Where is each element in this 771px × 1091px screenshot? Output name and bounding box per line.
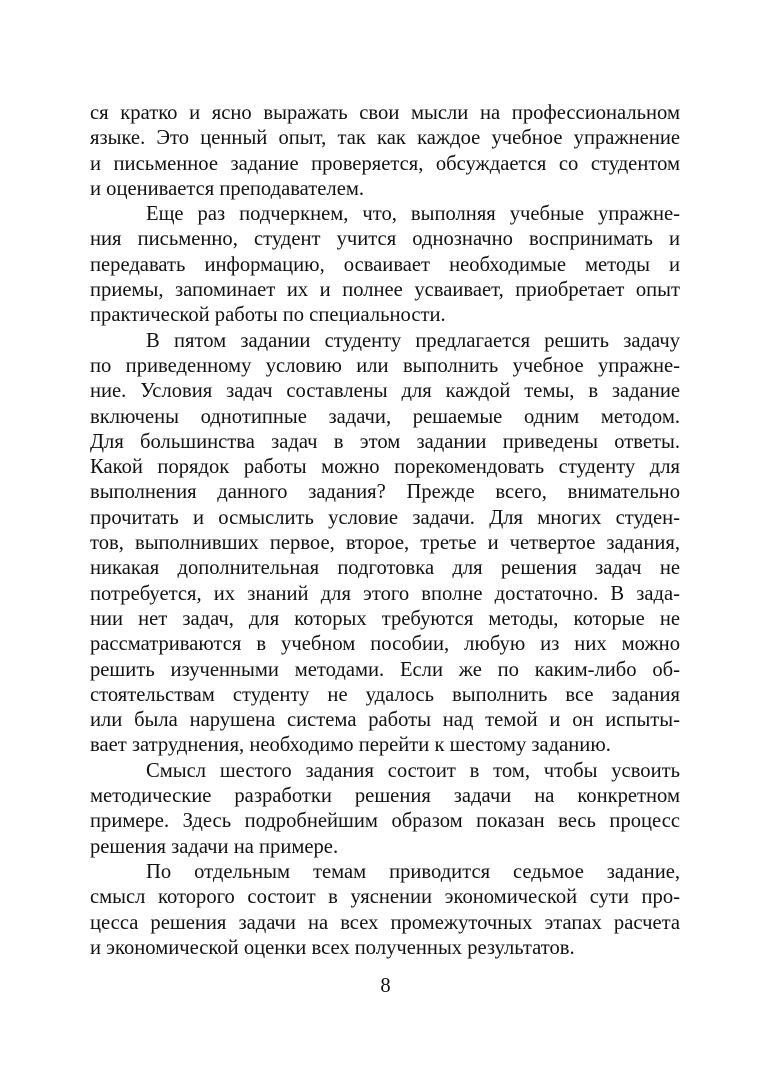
text-line: прочитать и осмыслить условие задачи. Для многих студен- (90, 506, 680, 529)
text-line: решения задачи на примере. (90, 835, 339, 858)
page-number: 8 (380, 975, 391, 997)
paragraph-first-line: Еще раз подчеркнем, что, выполняя учебные упражне- (146, 203, 680, 226)
text-line: стоятельствам студенту не удалось выполнить все задания (90, 683, 680, 706)
text-line: никакая дополнительная подготовка для решения задач не (90, 557, 680, 580)
text-line: примере. Здесь подробнейшим образом показан весь процесс (90, 810, 680, 833)
text-line: и письменное задание проверяется, обсуждается со студентом (90, 152, 680, 175)
text-line: по приведенному условию или выполнить учебное упражне- (90, 354, 680, 377)
body-text (90, 101, 680, 961)
text-line: ние. Условия задач составлены для каждой темы, в задание (90, 380, 680, 403)
paragraph-first-line: Смысл шестого задания состоит в том, чтобы усвоить (146, 759, 680, 782)
text-line: ния письменно, студент учится однозначно воспринимать и (90, 228, 680, 251)
text-line: приемы, запоминает их и полнее усваивает, приобретает опыт (90, 279, 680, 302)
text-line: решить изученными методами. Если же по каким-либо об- (90, 658, 680, 681)
text-line: цесса решения задачи на всех промежуточных этапах расчета (90, 911, 680, 934)
paragraph-first-line: В пятом задании студенту предлагается решить задачу (146, 329, 680, 352)
text-line: тов, выполнивших первое, второе, третье и четвертое задания, (90, 532, 680, 555)
text-line: практической работы по специальности. (90, 304, 446, 327)
text-line: смысл которого состоит в уяснении экономической сути про- (90, 886, 680, 909)
text-line: включены однотипные задачи, решаемые одним методом. (90, 405, 680, 428)
text-line: рассматриваются в учебном пособии, любую из них можно (90, 633, 680, 656)
text-line: выполнения данного задания? Прежде всего, внимательно (90, 481, 680, 504)
paragraph-first-line: По отдельным темам приводится седьмое задание, (146, 860, 680, 883)
text-line: нии нет задач, для которых требуются методы, которые не (90, 607, 680, 630)
text-line: языке. Это ценный опыт, так как каждое учебное упражнение (90, 127, 680, 150)
text-line: Какой порядок работы можно порекомендовать студенту для (90, 456, 680, 479)
text-line: передавать информацию, осваивает необходимые методы и (90, 253, 680, 276)
text-line: и экономической оценки всех полученных результатов. (90, 936, 575, 959)
text-line: или была нарушена система работы над темой и он испыты- (90, 709, 680, 732)
text-line: потребуется, их знаний для этого вполне достаточно. В зада- (90, 582, 680, 605)
text-line: и оценивается преподавателем. (90, 177, 365, 200)
text-line: ся кратко и ясно выражать свои мысли на профессиональном (90, 102, 680, 124)
text-line: Для большинства задач в этом задании приведены ответы. (90, 430, 680, 453)
text-line: вает затруднения, необходимо перейти к шестому заданию. (90, 734, 611, 757)
text-line: методические разработки решения задачи на конкретном (90, 785, 680, 808)
